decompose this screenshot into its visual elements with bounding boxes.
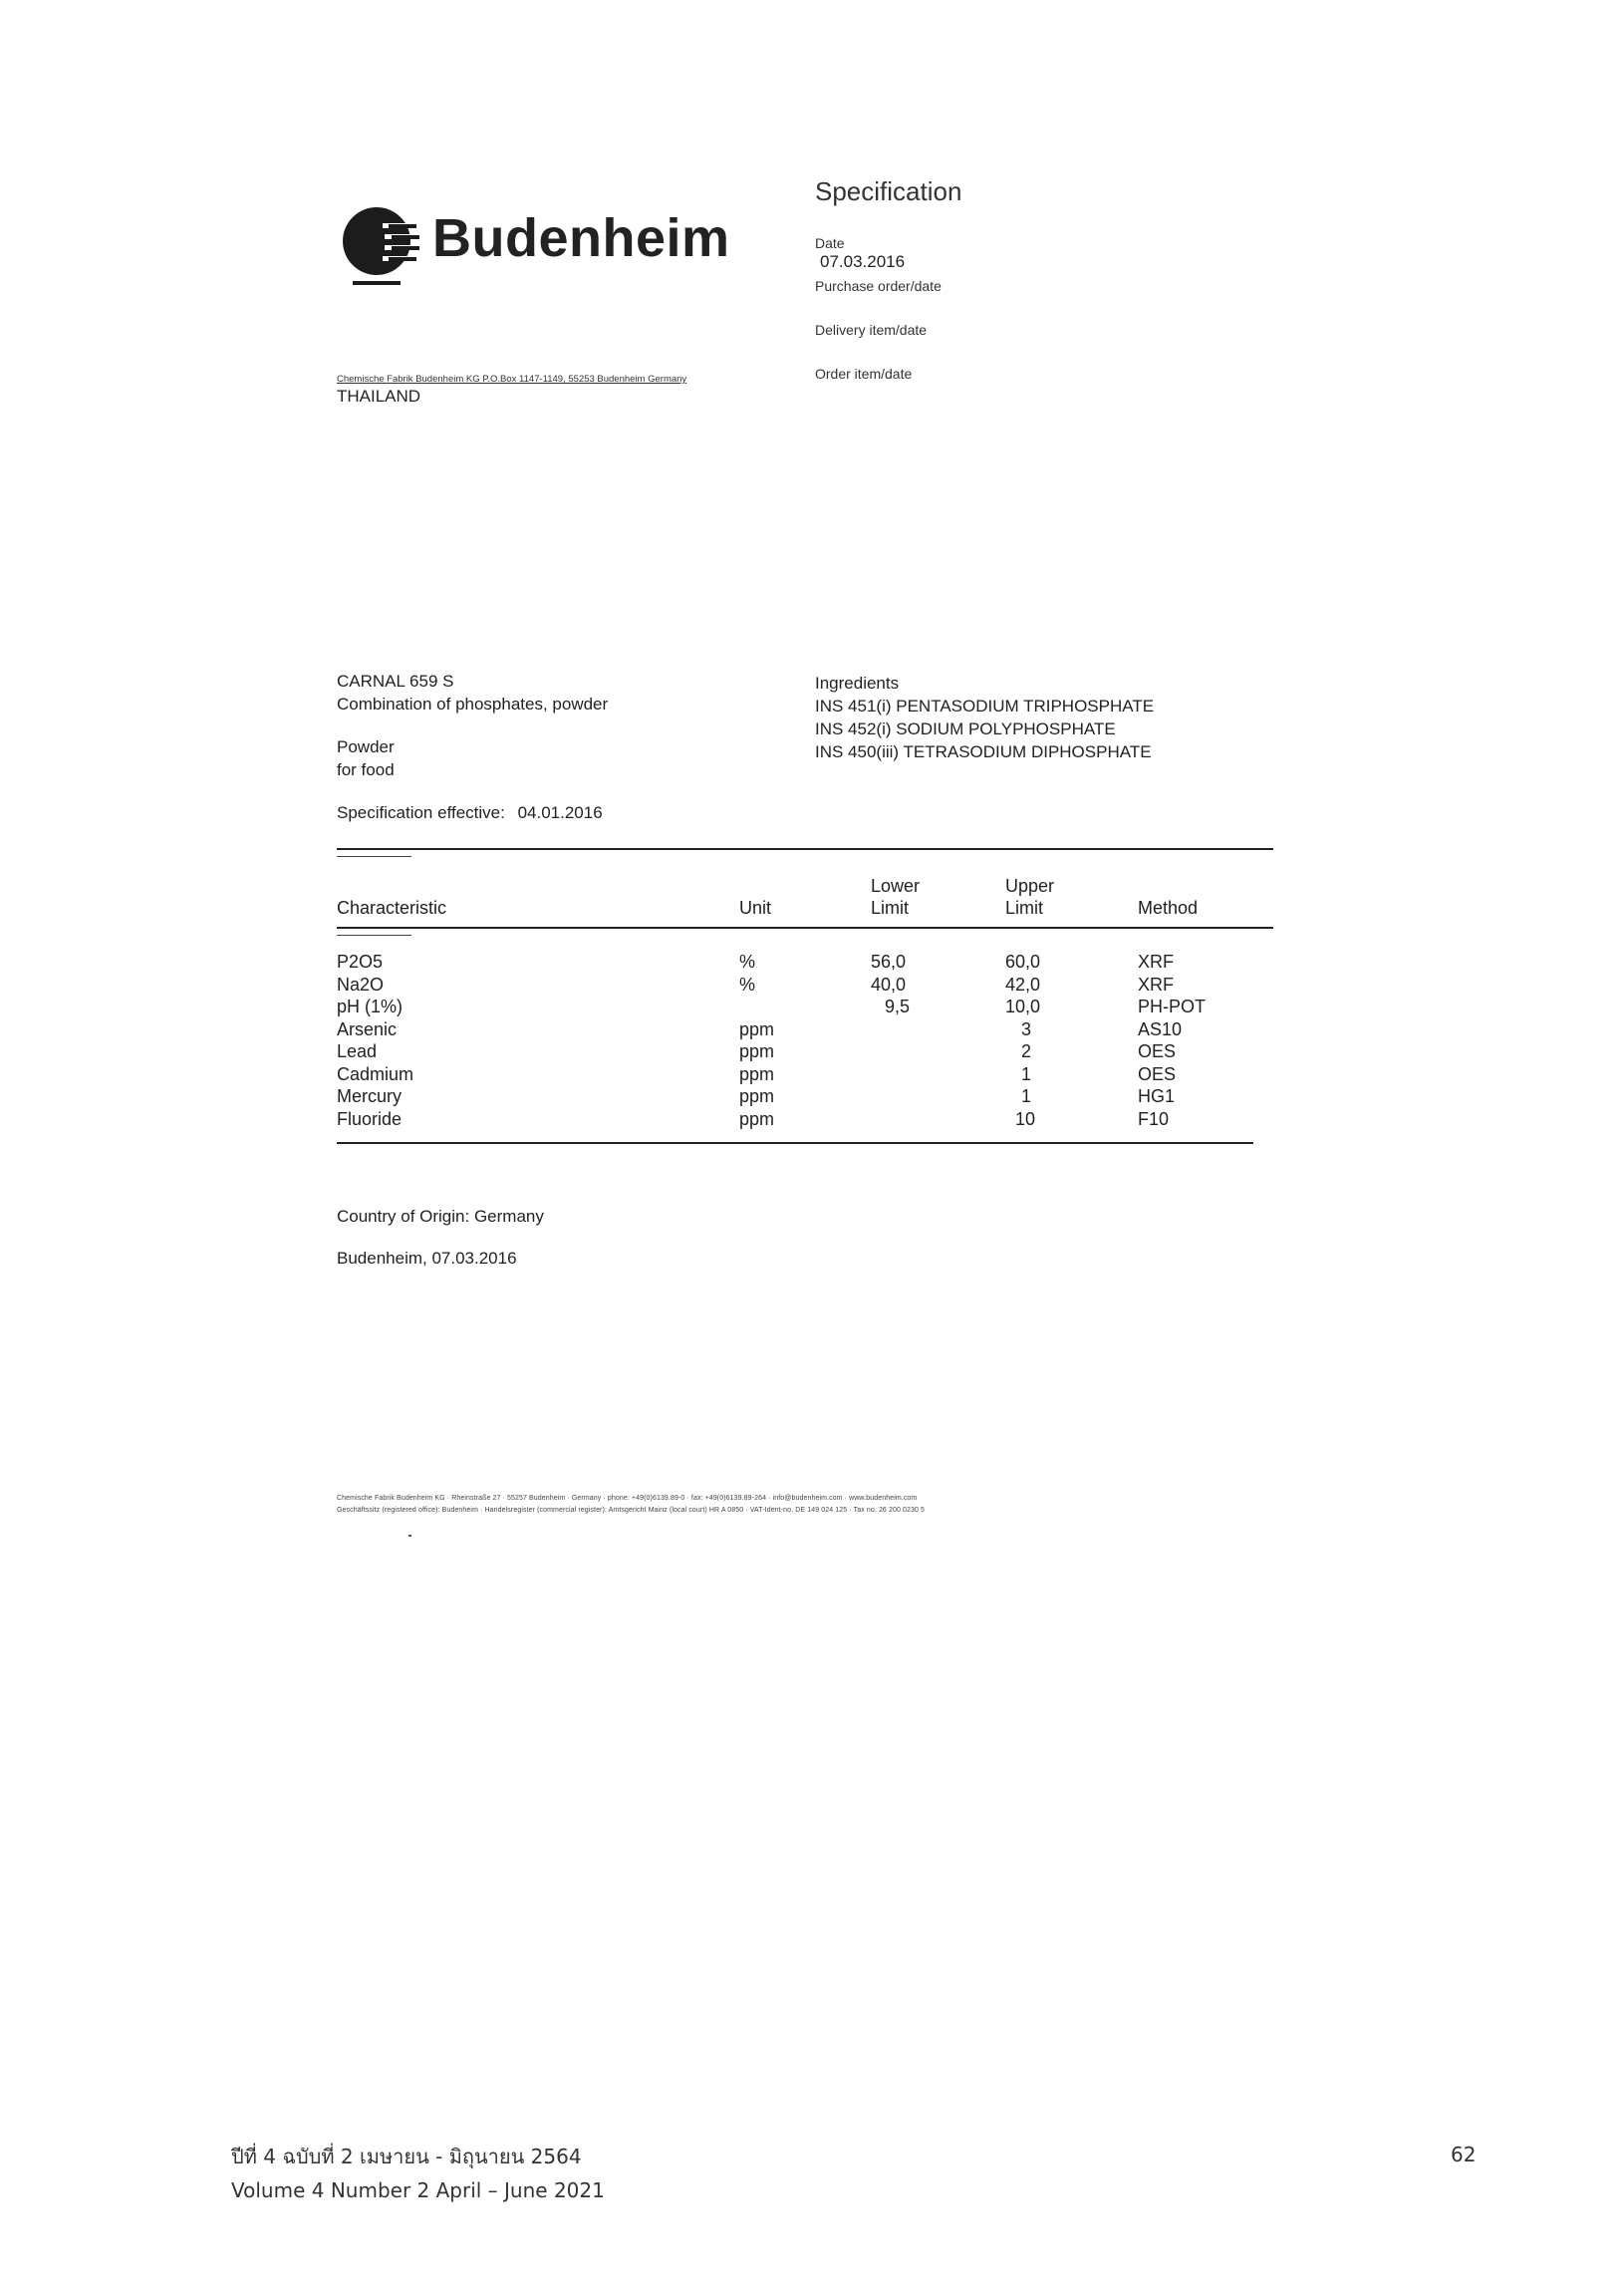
ingredient-item: INS 450(iii) TETRASODIUM DIPHOSPHATE bbox=[815, 742, 1152, 761]
journal-issue-english: Volume 4 Number 2 April – June 2021 bbox=[231, 2178, 605, 2202]
cell-characteristic: Fluoride bbox=[337, 1108, 403, 1129]
cell-unit bbox=[739, 996, 871, 1018]
cell-unit: % bbox=[739, 952, 756, 972]
cell-characteristic: Mercury bbox=[337, 1086, 403, 1106]
column-header-upper-limit: Upper Limit bbox=[1005, 876, 1055, 918]
cell-method: F10 bbox=[1138, 1108, 1170, 1129]
cell-upper-limit: 60,0 bbox=[1005, 952, 1041, 972]
table-row bbox=[337, 974, 1273, 997]
cell-unit: ppm bbox=[739, 1086, 775, 1106]
table-row bbox=[337, 1085, 1273, 1108]
cell-method: PH-POT bbox=[1138, 997, 1207, 1016]
cell-unit: ppm bbox=[739, 1018, 775, 1039]
sender-address-line: Chemische Fabrik Budenheim KG P.O.Box 1147-1149, 55253 Budenheim Germany bbox=[337, 374, 687, 385]
product-name: CARNAL 659 S bbox=[337, 672, 454, 691]
cell-unit: ppm bbox=[739, 1108, 775, 1129]
company-footer-line: Chemische Fabrik Budenheim KG · Rheinstraße 27 · 55257 Budenheim · Germany · phone: +49(0)6139.89-0 · fax: +49(0)6139.89-264 · info@budenheim.com · www.budenheim.com bbox=[337, 1495, 918, 1502]
product-description: Combination of phosphates, powder bbox=[337, 695, 609, 714]
document-title: Specification bbox=[815, 176, 962, 206]
cell-characteristic: Cadmium bbox=[337, 1063, 414, 1084]
product-form: Powder bbox=[337, 737, 395, 756]
purchase-order-label: Purchase order/date bbox=[815, 278, 942, 294]
cell-upper-limit: 2 bbox=[1021, 1041, 1032, 1061]
column-header-characteristic: Characteristic bbox=[337, 898, 447, 918]
cell-unit: ppm bbox=[739, 1063, 775, 1084]
effective-label: Specification effective: bbox=[337, 803, 505, 822]
cell-lower-limit bbox=[871, 1108, 1005, 1131]
budenheim-logo bbox=[337, 197, 735, 297]
cell-unit: ppm bbox=[739, 1041, 775, 1061]
budenheim-globe-icon bbox=[337, 197, 432, 297]
cell-method: XRF bbox=[1138, 952, 1174, 972]
ingredient-item: INS 452(i) SODIUM POLYPHOSPHATE bbox=[815, 719, 1116, 738]
cell-characteristic: Arsenic bbox=[337, 1018, 398, 1039]
product-use: for food bbox=[337, 760, 395, 779]
table-row bbox=[337, 1063, 1273, 1086]
cell-lower-limit bbox=[871, 1085, 1005, 1108]
cell-upper-limit: 3 bbox=[1021, 1018, 1032, 1039]
country-of-origin: Country of Origin: Germany bbox=[337, 1207, 544, 1226]
date-label: Date bbox=[815, 235, 845, 251]
cell-method: XRF bbox=[1138, 974, 1174, 995]
table-row bbox=[337, 951, 1273, 974]
specification-table bbox=[337, 873, 1273, 1130]
table-row bbox=[337, 1108, 1273, 1131]
table-bottom-rule bbox=[337, 1142, 1253, 1144]
cell-characteristic: P2O5 bbox=[337, 952, 384, 972]
cell-upper-limit: 1 bbox=[1021, 1086, 1032, 1106]
column-header-method: Method bbox=[1138, 898, 1199, 918]
delivery-item-label: Delivery item/date bbox=[815, 322, 928, 338]
column-header-unit: Unit bbox=[739, 898, 772, 918]
cell-lower-limit: 40,0 bbox=[871, 974, 907, 995]
column-header-lower-limit: Lower Limit bbox=[871, 876, 921, 918]
effective-line bbox=[337, 803, 603, 823]
cell-upper-limit: 10,0 bbox=[1005, 997, 1041, 1016]
effective-date: 04.01.2016 bbox=[517, 803, 603, 822]
cell-method: HG1 bbox=[1138, 1086, 1176, 1106]
cell-characteristic: Lead bbox=[337, 1041, 378, 1061]
date-value: 07.03.2016 bbox=[820, 252, 906, 271]
cell-method: AS10 bbox=[1138, 1018, 1183, 1039]
cell-lower-limit: 56,0 bbox=[871, 952, 907, 972]
order-item-label: Order item/date bbox=[815, 366, 913, 382]
cell-lower-limit bbox=[871, 1040, 1005, 1063]
table-row bbox=[337, 996, 1273, 1018]
recipient-country: THAILAND bbox=[337, 387, 421, 406]
brand-name: Budenheim bbox=[432, 208, 730, 268]
cell-method: OES bbox=[1138, 1041, 1177, 1061]
scan-mark bbox=[408, 1535, 411, 1537]
place-and-date: Budenheim, 07.03.2016 bbox=[337, 1249, 517, 1268]
cell-method: OES bbox=[1138, 1063, 1177, 1084]
cell-unit: % bbox=[739, 974, 756, 995]
cell-upper-limit: 42,0 bbox=[1005, 974, 1041, 995]
cell-characteristic: pH (1%) bbox=[337, 997, 404, 1016]
page-number: 62 bbox=[1451, 2143, 1477, 2166]
ingredient-item: INS 451(i) PENTASODIUM TRIPHOSPHATE bbox=[815, 697, 1155, 716]
cell-characteristic: Na2O bbox=[337, 974, 385, 995]
cell-lower-limit bbox=[871, 1063, 1005, 1086]
table-row bbox=[337, 1040, 1273, 1063]
table-row bbox=[337, 1018, 1273, 1041]
cell-lower-limit bbox=[871, 1018, 1005, 1041]
company-footer-line: Geschäftssitz (registered office): Budenheim · Handelsregister (commercial register): Amtsgericht Mainz (local court) HR A 0850 · VAT-Ident-no. DE 149 024 125 · Tax no. 26 200 0230 5 bbox=[337, 1507, 926, 1514]
cell-upper-limit: 10 bbox=[1015, 1108, 1036, 1129]
table-short-rule bbox=[337, 856, 411, 857]
ingredients-label: Ingredients bbox=[815, 674, 900, 693]
table-top-rule bbox=[337, 848, 1273, 850]
cell-lower-limit: 9,5 bbox=[885, 997, 911, 1016]
cell-upper-limit: 1 bbox=[1021, 1063, 1032, 1084]
journal-issue-thai: ปีที่ 4 ฉบับที่ 2 เมษายน - มิถุนายน 2564 bbox=[231, 2145, 582, 2168]
